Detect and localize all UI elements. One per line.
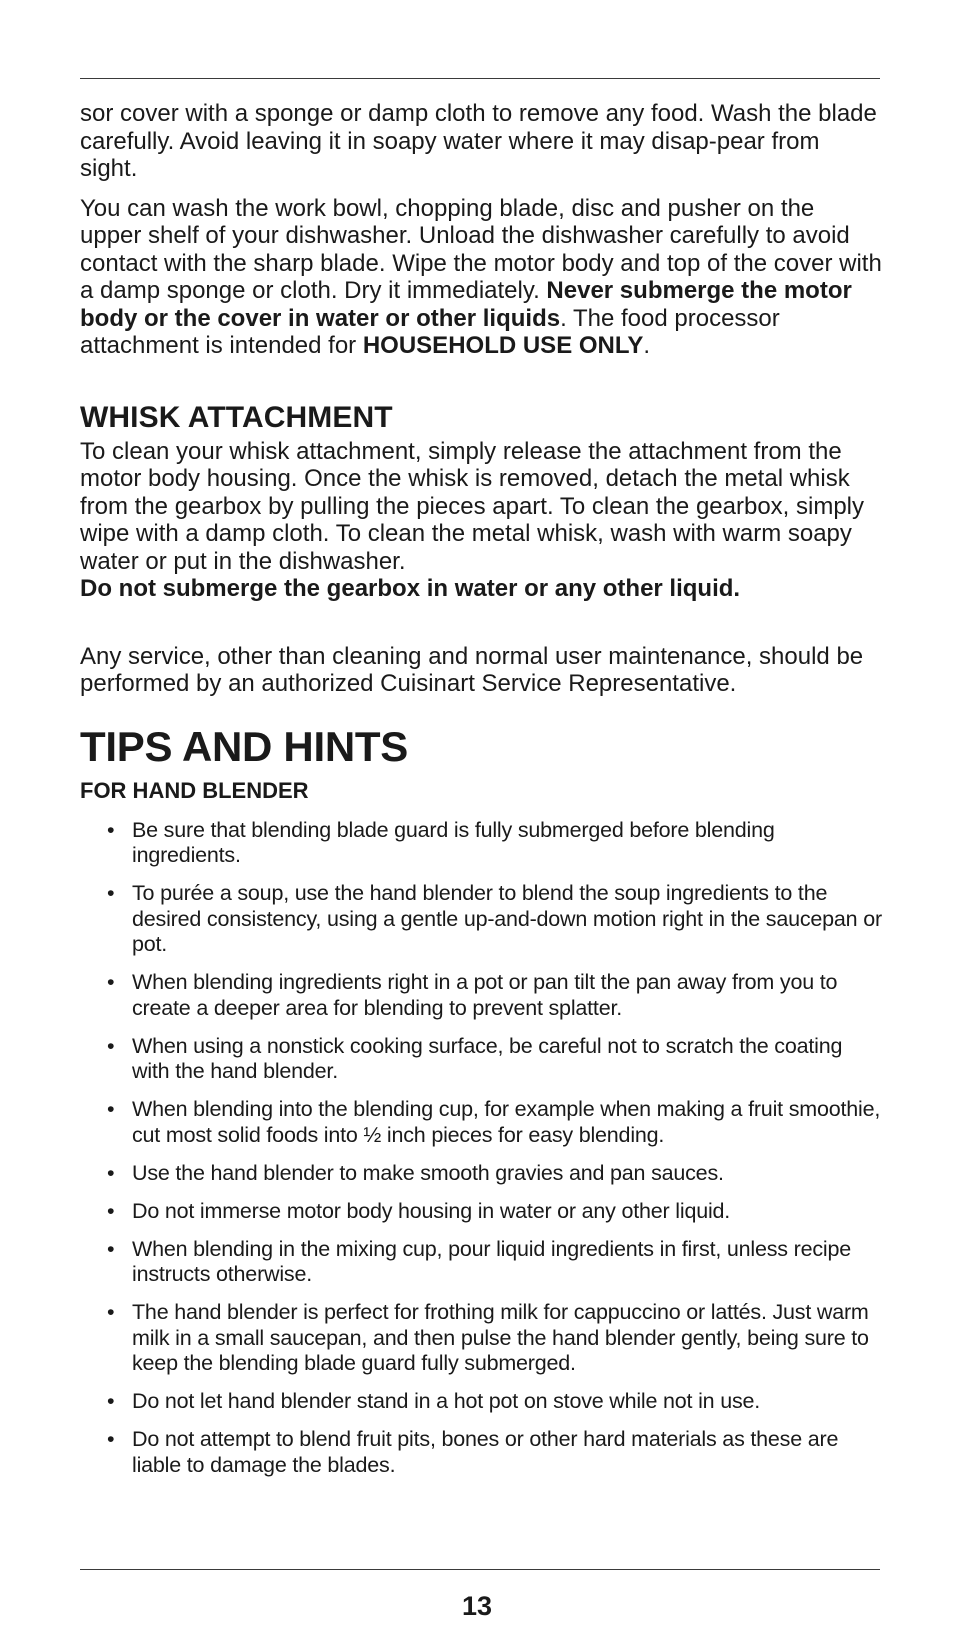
whisk-paragraph (80, 438, 882, 603)
whisk-attachment-heading: WHISK ATTACHMENT (80, 400, 393, 434)
tip-text: When using a nonstick cooking surface, be careful not to scratch the coating with the hand blender. (132, 1033, 843, 1083)
bullet-icon: • (107, 1198, 115, 1223)
page-content (80, 100, 882, 1491)
list-item (107, 881, 882, 958)
bottom-divider (80, 1569, 880, 1570)
submerge-warning-bold: Never submerge the motor body or the cover in water or other liquids (80, 277, 852, 332)
tip-text: When blending in the mixing cup, pour liquid ingredients in first, unless recipe instructs otherwise. (132, 1236, 851, 1286)
tip-text: Do not attempt to blend fruit pits, bones or other hard materials as these are liable to damage the blades. (132, 1427, 839, 1477)
bullet-icon: • (107, 970, 115, 994)
tip-text: When blending into the blending cup, for example when making a fruit smoothie, cut most solid foods into ½ inch pieces for easy blending. (132, 1097, 881, 1147)
tip-text: Be sure that blending blade guard is fully submerged before blending ingredients. (132, 817, 775, 867)
list-item (107, 1160, 882, 1187)
list-item (107, 1198, 882, 1225)
tip-text: Do not let hand blender stand in a hot pot on stove while not in use. (132, 1389, 761, 1413)
list-item (107, 1300, 882, 1377)
bullet-icon: • (107, 1300, 115, 1324)
tip-text: To purée a soup, use the hand blender to blend the soup ingredients to the desired consistency, using a gentle up-and-down motion right in the saucepan or pot. (132, 881, 882, 956)
household-use-bold: HOUSEHOLD USE ONLY (362, 332, 644, 359)
tip-text: Do not immerse motor body housing in water or any other liquid. (132, 1198, 731, 1223)
bullet-icon: • (107, 1033, 115, 1058)
bullet-icon: • (107, 1160, 115, 1185)
list-item (107, 1033, 882, 1085)
whisk-instructions: To clean your whisk attachment, simply release the attachment from the motor body housing. Once the whisk is removed, detach the metal whisk from the gearbox by pulling the pieces apart. To clean the gearbox, simply wipe with a damp cloth. To clean the metal whisk, wash with warm soapy water or put in the dishwasher. (80, 437, 865, 575)
cleaning-p2-end: . (643, 332, 651, 359)
list-item (107, 1389, 882, 1415)
bullet-icon: • (107, 817, 115, 842)
cleaning-p2-start: You can wash the work bowl, chopping blade, disc and pusher on the upper shelf of your dishwasher. Unload the dishwasher carefully to avoid contact with the sharp blade. Wipe the motor body and top of the cover with a damp sponge or cloth. Dry it immediately. (80, 194, 882, 304)
cleaning-paragraph-2 (80, 195, 882, 360)
list-item (107, 970, 882, 1021)
cleaning-p2-mid: . The food processor attachment is intended for (80, 304, 780, 359)
page-number: 13 (461, 1591, 493, 1621)
cleaning-paragraph-1: sor cover with a sponge or damp cloth to remove any food. Wash the blade carefully. Avoid leaving it in soapy water where it may disap-pear from sight. (80, 100, 877, 182)
top-divider (80, 78, 880, 79)
bullet-icon: • (107, 1389, 115, 1413)
tips-title: TIPS AND HINTS (80, 722, 408, 770)
list-item (107, 1097, 882, 1148)
tip-text: Use the hand blender to make smooth gravies and pan sauces. (132, 1160, 724, 1185)
list-item (107, 1236, 882, 1288)
bullet-icon: • (107, 1097, 115, 1121)
tips-subtitle: FOR HAND BLENDER (80, 777, 309, 803)
list-item (107, 1427, 882, 1478)
whisk-warning: Do not submerge the gearbox in water or any other liquid. (80, 575, 741, 602)
list-item (107, 817, 882, 869)
tips-list (80, 818, 882, 1479)
bullet-icon: • (107, 1427, 115, 1451)
service-paragraph: Any service, other than cleaning and normal user maintenance, should be performed by an authorized Cuisinart Service Representative. (80, 642, 864, 697)
bullet-icon: • (107, 881, 115, 905)
bullet-icon: • (107, 1236, 115, 1261)
tip-text: The hand blender is perfect for frothing milk for cappuccino or lattés. Just warm milk in a small saucepan, and then pulse the hand blender gently, being sure to keep the blending blade guard fully submerged. (132, 1300, 869, 1375)
tip-text: When blending ingredients right in a pot or pan tilt the pan away from you to create a deeper area for blending to prevent splatter. (132, 970, 838, 1020)
